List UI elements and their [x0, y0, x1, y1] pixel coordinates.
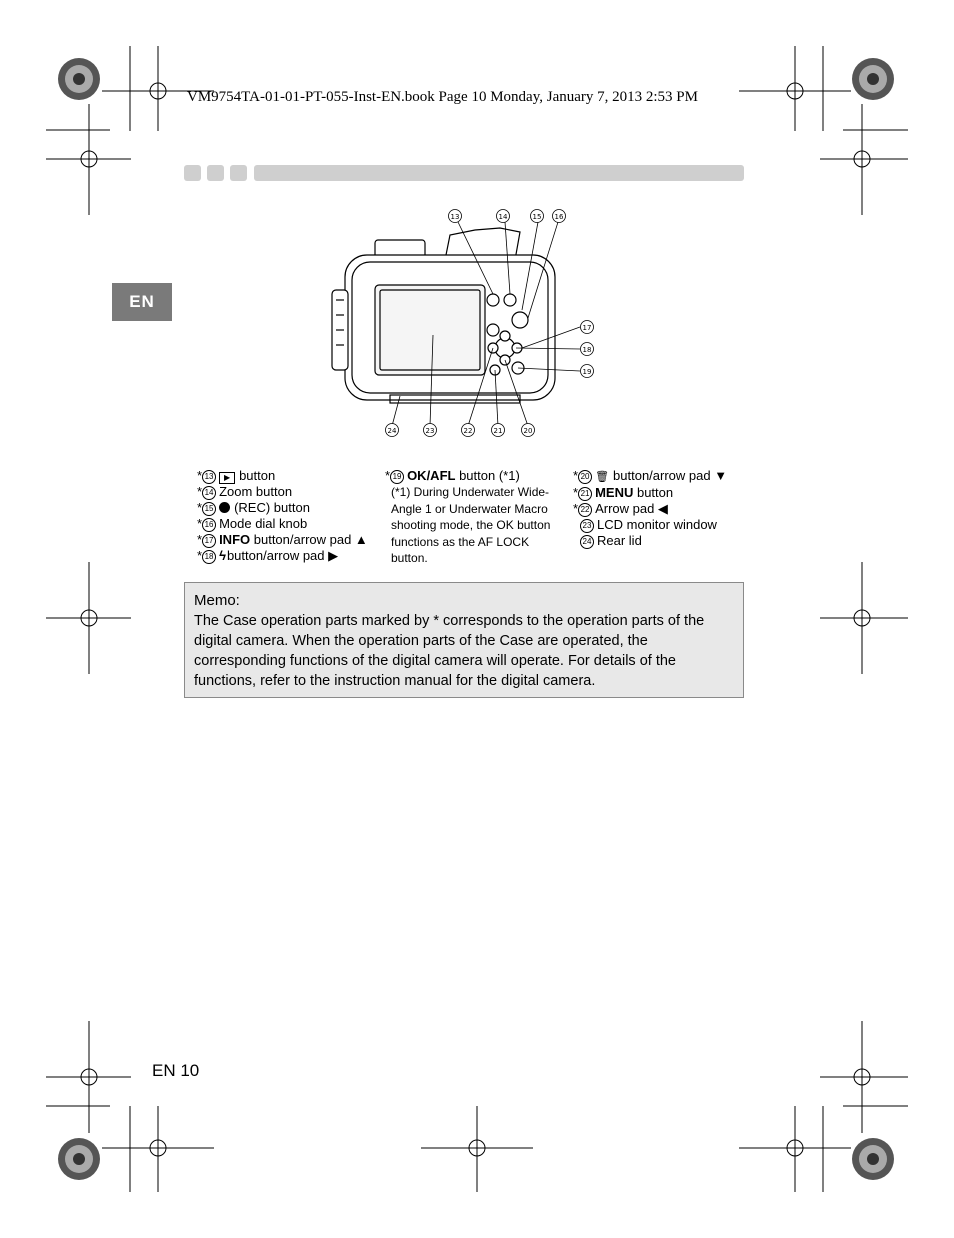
legend-item: * 22 Arrow pad ◀ [573, 501, 668, 516]
page-number: EN 10 [152, 1061, 200, 1080]
legend-item: * 16 Mode dial knob [197, 516, 308, 531]
svg-text:15: 15 [532, 213, 542, 221]
section-bullet [184, 165, 201, 181]
callout-15 [531, 210, 544, 223]
svg-text:13: 13 [450, 213, 460, 221]
legend-item: * 17 INFO button/arrow pad ▲ [197, 532, 368, 547]
svg-text:20: 20 [523, 427, 533, 435]
record-dot-icon [219, 502, 230, 513]
svg-text:18: 18 [582, 346, 592, 354]
legend-column-2 [385, 468, 565, 567]
legend-item: * 20 🗑 button/arrow pad ▼ [573, 468, 728, 483]
callout-19 [581, 365, 594, 378]
legend-item: * 15 (REC) button [197, 500, 310, 515]
svg-text:17: 17 [582, 324, 592, 332]
callout-17 [581, 321, 594, 334]
legend-item: 24 Rear lid [573, 533, 748, 549]
legend-item: * 19 OK/AFL button (*1) [385, 468, 520, 483]
trash-icon: 🗑 [595, 471, 610, 483]
callout-14 [497, 210, 510, 223]
svg-text:23: 23 [425, 427, 435, 435]
callout-23 [424, 424, 437, 437]
memo-box [184, 582, 744, 698]
svg-text:16: 16 [554, 213, 564, 221]
legend-footnote: (*1) During Underwater Wide- Angle 1 or Underwater Macro shooting mode, the OK button functions as the AF LOCK button. [391, 485, 551, 565]
callout-13 [449, 210, 462, 223]
legend-item: * 14 Zoom button [197, 484, 293, 499]
callout-20 [522, 424, 535, 437]
legend-column-3 [573, 468, 748, 549]
memo-title: Memo: [194, 592, 240, 609]
section-bullet [207, 165, 224, 181]
callout-18 [581, 343, 594, 356]
camera-case-illustration [300, 200, 620, 445]
svg-text:19: 19 [582, 368, 592, 376]
svg-text:14: 14 [498, 213, 508, 221]
svg-text:22: 22 [463, 427, 473, 435]
callout-16 [553, 210, 566, 223]
svg-text:24: 24 [387, 427, 397, 435]
legend-column-1 [197, 468, 387, 564]
section-title-bar [254, 165, 744, 181]
legend-item: 23 LCD monitor window [573, 517, 748, 533]
callout-21 [492, 424, 505, 437]
callout-22 [462, 424, 475, 437]
svg-text:21: 21 [493, 427, 503, 435]
legend-item: * 21 MENU button [573, 485, 674, 500]
callout-24 [386, 424, 399, 437]
memo-body: The Case operation parts marked by * corresponds to the operation parts of the digital camera. When the operation parts of the Case are operated, the corresponding functions of the digital camera will operate. For details of the functions, refer to the instruction manual for the digital camera. [194, 613, 705, 689]
section-bullet [230, 165, 247, 181]
language-tab: EN [112, 283, 172, 321]
print-header: VM9754TA-01-01-PT-055-Inst-EN.book Page 10 Monday, January 7, 2013 2:53 PM [187, 89, 698, 105]
legend-item: * 18 ϟbutton/arrow pad ▶ [197, 548, 339, 563]
play-icon: ▶ [219, 472, 235, 484]
legend-item: * 13 ▶ button [197, 468, 276, 483]
flash-icon: ϟ [219, 548, 226, 563]
